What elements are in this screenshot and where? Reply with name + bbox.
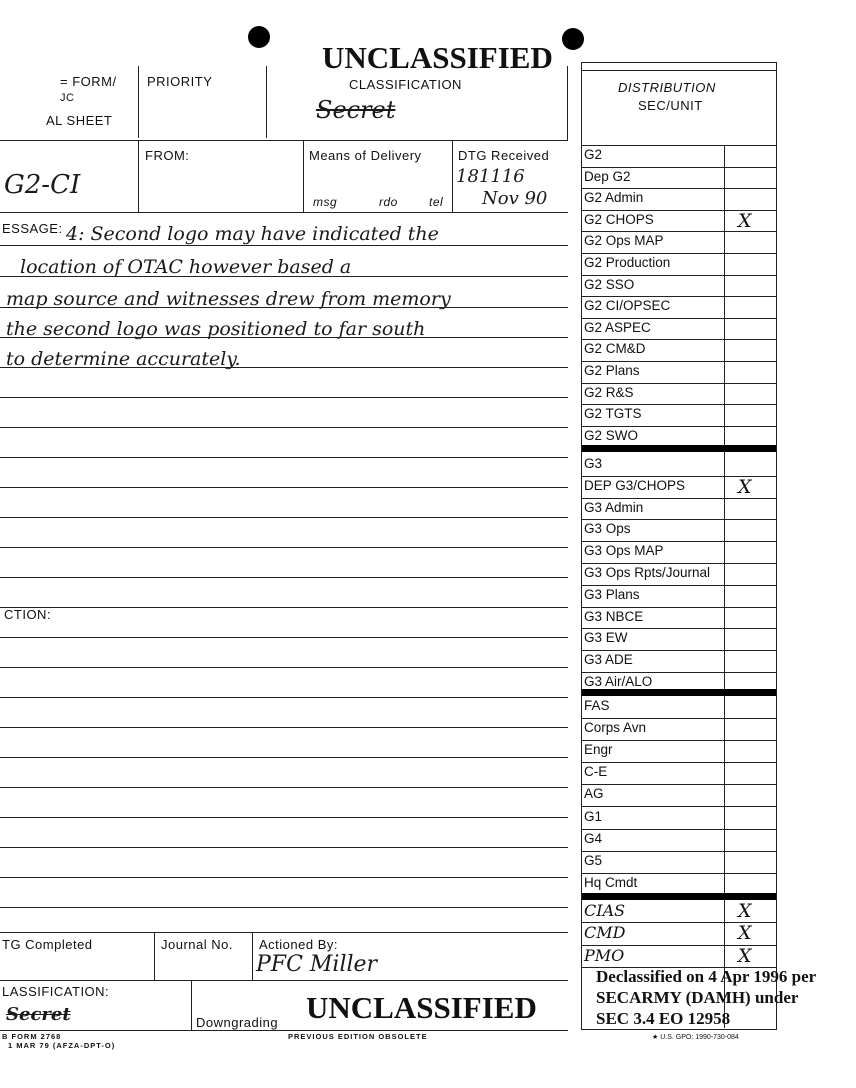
- distribution-row: [582, 586, 776, 608]
- classification-banner-bottom: UNCLASSIFIED: [306, 990, 537, 1025]
- means-option-rdo: rdo: [379, 195, 398, 209]
- distribution-unit: G3: [584, 456, 603, 471]
- message-line-3: map source and witnesses drew from memory: [6, 288, 451, 310]
- punch-hole-right: [562, 28, 584, 50]
- distribution-row: [582, 629, 776, 651]
- distribution-row: [582, 719, 776, 741]
- distribution-unit: G2 Ops MAP: [584, 233, 664, 249]
- distribution-unit: G2 Production: [584, 255, 671, 270]
- form-label-3: AL SHEET: [46, 113, 113, 128]
- dtg-completed-label: TG Completed: [2, 937, 93, 952]
- message-line-2: location of OTAC however based a: [20, 256, 352, 278]
- distribution-row: [582, 319, 776, 341]
- distribution-unit: G3 ADE: [584, 652, 633, 668]
- dtg-received-label: DTG Received: [458, 148, 550, 163]
- distribution-row: [582, 741, 776, 763]
- distribution-unit: G3 Ops Rpts/Journal: [584, 565, 711, 580]
- distribution-row: [582, 542, 776, 564]
- journal-number-label: Journal No.: [161, 937, 233, 952]
- distribution-unit: Engr: [584, 742, 613, 758]
- distribution-row: [582, 211, 776, 233]
- distribution-row: [582, 254, 776, 276]
- distribution-row: [582, 340, 776, 362]
- distribution-unit: G2 ASPEC: [584, 319, 651, 335]
- distribution-unit: FAS: [584, 698, 610, 713]
- distribution-unit: G2 CI/OPSEC: [584, 298, 671, 314]
- distribution-row: [582, 946, 776, 968]
- distribution-unit: G5: [584, 852, 603, 868]
- from-label: FROM:: [145, 148, 190, 163]
- distribution-row: [582, 384, 776, 406]
- declassification-line-3: SEC 3.4 EO 12958: [596, 1009, 731, 1028]
- form-number-1: B FORM 2768: [2, 1032, 62, 1041]
- distribution-unit: DEP G3/CHOPS: [584, 477, 686, 493]
- distribution-unit: Corps Avn: [584, 720, 647, 736]
- distribution-row: [582, 651, 776, 673]
- classification-label: CLASSIFICATION: [349, 77, 462, 92]
- distribution-unit: G3 Ops MAP: [584, 543, 664, 559]
- distribution-row: [582, 830, 776, 852]
- previous-edition-notice: PREVIOUS EDITION OBSOLETE: [288, 1032, 428, 1041]
- means-of-delivery-label: Means of Delivery: [309, 148, 422, 163]
- means-option-msg: msg: [313, 195, 338, 209]
- distribution-row: [582, 362, 776, 384]
- message-label: ESSAGE:: [2, 221, 63, 236]
- distribution-unit: G3 Plans: [584, 586, 640, 602]
- actioned-by-value: PFC Miller: [256, 952, 378, 977]
- distribution-row: [582, 455, 776, 477]
- form-label-1: = FORM/: [60, 74, 117, 89]
- distribution-mark: X: [738, 922, 752, 945]
- classification-banner-top: UNCLASSIFIED: [322, 40, 553, 75]
- distribution-row: [582, 520, 776, 542]
- punch-hole-left: [248, 26, 270, 48]
- distribution-row: [582, 168, 776, 190]
- distribution-mark: X: [738, 209, 752, 232]
- priority-label: PRIORITY: [147, 74, 213, 89]
- distribution-unit: G2 R&S: [584, 384, 634, 400]
- distribution-unit: PMO: [584, 945, 625, 965]
- distribution-unit: G2 SWO: [584, 427, 639, 443]
- downgrading-label: Downgrading: [196, 1015, 279, 1030]
- distribution-mark: X: [738, 475, 752, 498]
- to-value: G2-CI: [4, 170, 81, 200]
- dtg-received-value-1: 181116: [456, 166, 525, 187]
- distribution-unit: CMD: [584, 923, 626, 943]
- distribution-unit: G2: [584, 147, 603, 162]
- distribution-separator: [582, 689, 776, 696]
- distribution-unit: G2 SSO: [584, 276, 635, 292]
- distribution-unit: G3 Ops: [584, 521, 631, 537]
- message-line-1: 4: Second logo may have indicated the: [66, 223, 439, 245]
- distribution-header-2: SEC/UNIT: [638, 98, 703, 113]
- distribution-mark: X: [738, 944, 752, 967]
- actioned-by-label: Actioned By:: [259, 937, 338, 952]
- distribution-row: [582, 608, 776, 630]
- distribution-mark: X: [738, 900, 752, 922]
- distribution-unit: Dep G2: [584, 168, 631, 184]
- distribution-unit: G3 Air/ALO: [584, 674, 653, 689]
- distribution-row: [582, 808, 776, 830]
- distribution-row: [582, 785, 776, 807]
- distribution-row: [582, 697, 776, 719]
- distribution-row: [582, 499, 776, 521]
- footer-classification-handwritten: Secret: [6, 1004, 71, 1025]
- footer-classification-label: LASSIFICATION:: [2, 984, 110, 999]
- form-label-2: JC: [60, 92, 75, 104]
- message-line-5: to determine accurately.: [6, 348, 241, 370]
- declassification-line-2: SECARMY (DAMH) under: [596, 988, 799, 1007]
- distribution-row: [582, 146, 776, 168]
- distribution-row: [582, 477, 776, 499]
- distribution-row: [582, 297, 776, 319]
- distribution-unit: G2 TGTS: [584, 406, 642, 422]
- gpo-notice: ★ U.S. GPO: 1990-730-084: [652, 1034, 739, 1041]
- distribution-unit: G2 CM&D: [584, 341, 646, 357]
- distribution-header-1: DISTRIBUTION: [618, 80, 716, 95]
- distribution-separator: [582, 445, 776, 452]
- distribution-unit: CIAS: [584, 901, 626, 920]
- means-option-tel: tel: [429, 195, 444, 209]
- distribution-row: [582, 852, 776, 874]
- distribution-unit: G4: [584, 830, 603, 846]
- distribution-unit: G2 Plans: [584, 363, 640, 378]
- distribution-unit: G2 CHOPS: [584, 211, 654, 227]
- distribution-row: [582, 901, 776, 923]
- distribution-unit: Hq Cmdt: [584, 874, 638, 890]
- distribution-unit: G3 NBCE: [584, 608, 644, 624]
- distribution-separator: [582, 893, 776, 900]
- distribution-row: [582, 564, 776, 586]
- distribution-unit: G1: [584, 808, 603, 824]
- action-label: CTION:: [4, 607, 52, 622]
- distribution-unit: G3 Admin: [584, 499, 644, 515]
- distribution-row: [582, 763, 776, 785]
- distribution-row: [582, 232, 776, 254]
- distribution-unit: G2 Admin: [584, 190, 644, 206]
- dtg-received-value-2: Nov 90: [482, 188, 548, 209]
- distribution-unit: AG: [584, 786, 604, 802]
- form-number-2: 1 MAR 79 (AFZA-DPT-O): [8, 1041, 116, 1050]
- distribution-unit: G3 EW: [584, 630, 628, 646]
- distribution-row: [582, 189, 776, 211]
- classification-handwritten: Secret: [316, 96, 396, 124]
- message-line-4: the second logo was positioned to far south: [6, 318, 426, 340]
- distribution-unit: C-E: [584, 764, 608, 780]
- distribution-row: [582, 276, 776, 298]
- distribution-row: [582, 405, 776, 427]
- declassification-line-1: Declassified on 4 Apr 1996 per: [596, 967, 817, 986]
- distribution-row: [582, 923, 776, 945]
